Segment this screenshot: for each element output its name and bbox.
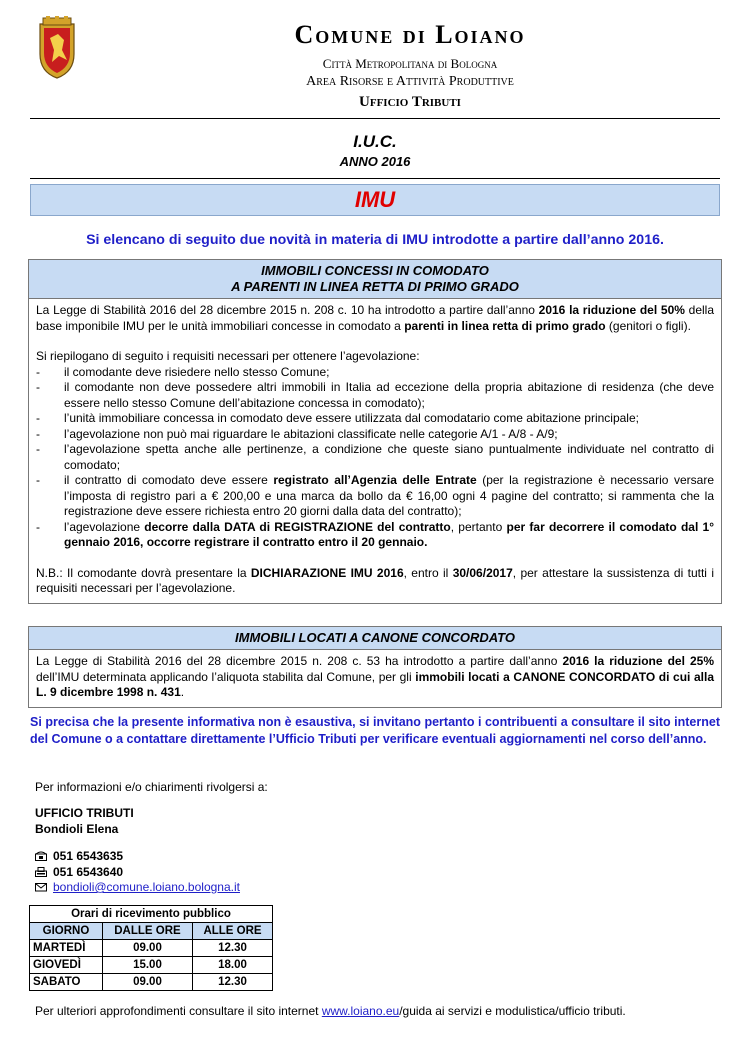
requirements-intro: Si riepilogano di seguito i requisiti necessari per ottenere l’agevolazione: <box>36 349 420 363</box>
list-item: - l’agevolazione decorre dalla DATA di REGISTRAZIONE del contratto, pertanto per far decorrere il comodato dal 1° gennaio 2016, occorre registrare il contratto entro il 20 gennaio. <box>36 520 714 551</box>
to-cell: 12.30 <box>193 974 273 991</box>
canone-paragraph: La Legge di Stabilità 2016 del 28 dicembre 2015 n. 208 c. 53 ha introdotto a partire dall’anno 2016 la riduzione del 25% dell’IMU determinata applicando l’aliquota stabilita dal Comune, per gli immobili locati a CANONE CONCORDATO di cui alla L. 9 dicembre 1998 n. 431. <box>36 654 714 699</box>
intro-text: Si elencano di seguito due novità in materia di IMU introdotte a partire dall’anno 2016. <box>86 232 664 248</box>
disclaimer-notice: Si precisa che la presente informativa non è esaustiva, si invitano pertanto i contribuenti a consultare il sito internet del Comune o a contattare direttamente l’Ufficio Tributi per verificare eventuali aggiornamenti nel corso dell’anno. <box>30 715 720 746</box>
from-cell: 15.00 <box>102 957 192 974</box>
contact-email <box>35 880 240 894</box>
column-header: DALLE ORE <box>102 923 192 940</box>
table-caption: Orari di ricevimento pubblico <box>30 906 273 923</box>
section-comodato <box>28 259 722 604</box>
list-item: - l’agevolazione spetta anche alle pertinenze, a condizione che queste siano puntualmente individuate nel contratto di comodato; <box>36 442 714 473</box>
from-cell: 09.00 <box>102 940 192 957</box>
section-canone <box>28 626 722 708</box>
municipal-crest-icon <box>34 16 80 80</box>
comodato-paragraph: La Legge di Stabilità 2016 del 28 dicembre 2015 n. 208 c. 10 ha introdotto a partire dall’anno 2016 la riduzione del 50% della base imponibile IMU per le unità immobiliari concesse in comodato a parenti in linea retta di primo grado (genitori o figli). <box>36 303 715 333</box>
contact-intro: Per informazioni e/o chiarimenti rivolgersi a: <box>35 780 268 794</box>
metropolitan-city: Città Metropolitana di Bologna <box>322 56 498 71</box>
table-row <box>30 974 273 991</box>
day-cell: GIOVEDÌ <box>30 957 103 974</box>
department-area: Area Risorse e Attività Produttive <box>306 74 514 89</box>
website-link[interactable]: www.loiano.eu <box>321 1004 400 1018</box>
column-header: ALLE ORE <box>193 923 273 940</box>
municipality-title: Comune di Loiano <box>294 20 526 49</box>
office-name: Ufficio Tributi <box>359 94 461 110</box>
section-comodato-header <box>29 260 721 299</box>
email-icon <box>35 882 47 892</box>
table-row <box>30 940 273 957</box>
table-header-row <box>30 923 273 940</box>
fax-icon <box>35 867 47 877</box>
list-item: - il comodante non deve possedere altri immobili in Italia ad eccezione della propria abitazione di residenza (che deve essere nello stesso Comune dell’abitazione concessa in comodato); <box>36 380 714 411</box>
section-canone-title: IMMOBILI LOCATI A CANONE CONCORDATO <box>29 627 721 650</box>
contact-office: UFFICIO TRIBUTI <box>35 806 134 820</box>
doc-acronym: I.U.C. <box>353 132 397 151</box>
title-divider <box>30 178 720 179</box>
from-cell: 09.00 <box>102 974 192 991</box>
email-link[interactable]: bondioli@comune.loiano.bologna.it <box>53 880 240 894</box>
doc-year: ANNO 2016 <box>339 154 411 169</box>
to-cell: 18.00 <box>193 957 273 974</box>
day-cell: SABATO <box>30 974 103 991</box>
imu-banner: IMU <box>30 184 720 216</box>
contact-fax <box>35 865 123 879</box>
section-comodato-title-2: A PARENTI IN LINEA RETTA DI PRIMO GRADO <box>231 279 519 294</box>
list-item: - il contratto di comodato deve essere registrato all’Agenzia delle Entrate (per la registrazione è necessario versare l’imposta di registro pari a € 200,00 e una marca da bollo da € 16,00 ogni 4 pagine del contratto; si rammenta che la registrazione deve essere richiesta entro 20 giorni dalla data del contratto); <box>36 473 714 520</box>
list-item: - il comodante deve risiedere nello stesso Comune; <box>36 365 714 381</box>
section-comodato-body <box>29 299 721 603</box>
table-row <box>30 957 273 974</box>
contact-phone <box>35 849 123 863</box>
section-comodato-title-1: IMMOBILI CONCESSI IN COMODATO <box>261 263 489 278</box>
header-divider <box>30 118 720 119</box>
list-item: - l’agevolazione non può mai riguardare le abitazioni classificate nelle categorie A/1 - A/8 - A/9; <box>36 427 714 443</box>
contact-person: Bondioli Elena <box>35 822 119 836</box>
nb-note: N.B.: Il comodante dovrà presentare la DICHIARAZIONE IMU 2016, entro il 30/06/2017, per attestare la sussistenza di tutti i requisiti necessari per l’agevolazione. <box>36 565 714 595</box>
list-item: - l’unità immobiliare concessa in comodato deve essere utilizzata dal comodatario come abitazione principale; <box>36 411 714 427</box>
footer-note: Per ulteriori approfondimenti consultare il sito internet www.loiano.eu/guida ai servizi e modulistica/ufficio tributi. <box>35 1004 626 1018</box>
office-hours-table <box>29 905 273 991</box>
requirements-list <box>36 365 714 551</box>
day-cell: MARTEDÌ <box>30 940 103 957</box>
phone-icon <box>35 851 47 861</box>
section-canone-body <box>29 650 721 707</box>
column-header: GIORNO <box>30 923 103 940</box>
to-cell: 12.30 <box>193 940 273 957</box>
fax-number: 051 6543640 <box>53 865 124 879</box>
phone-number: 051 6543635 <box>53 849 124 863</box>
